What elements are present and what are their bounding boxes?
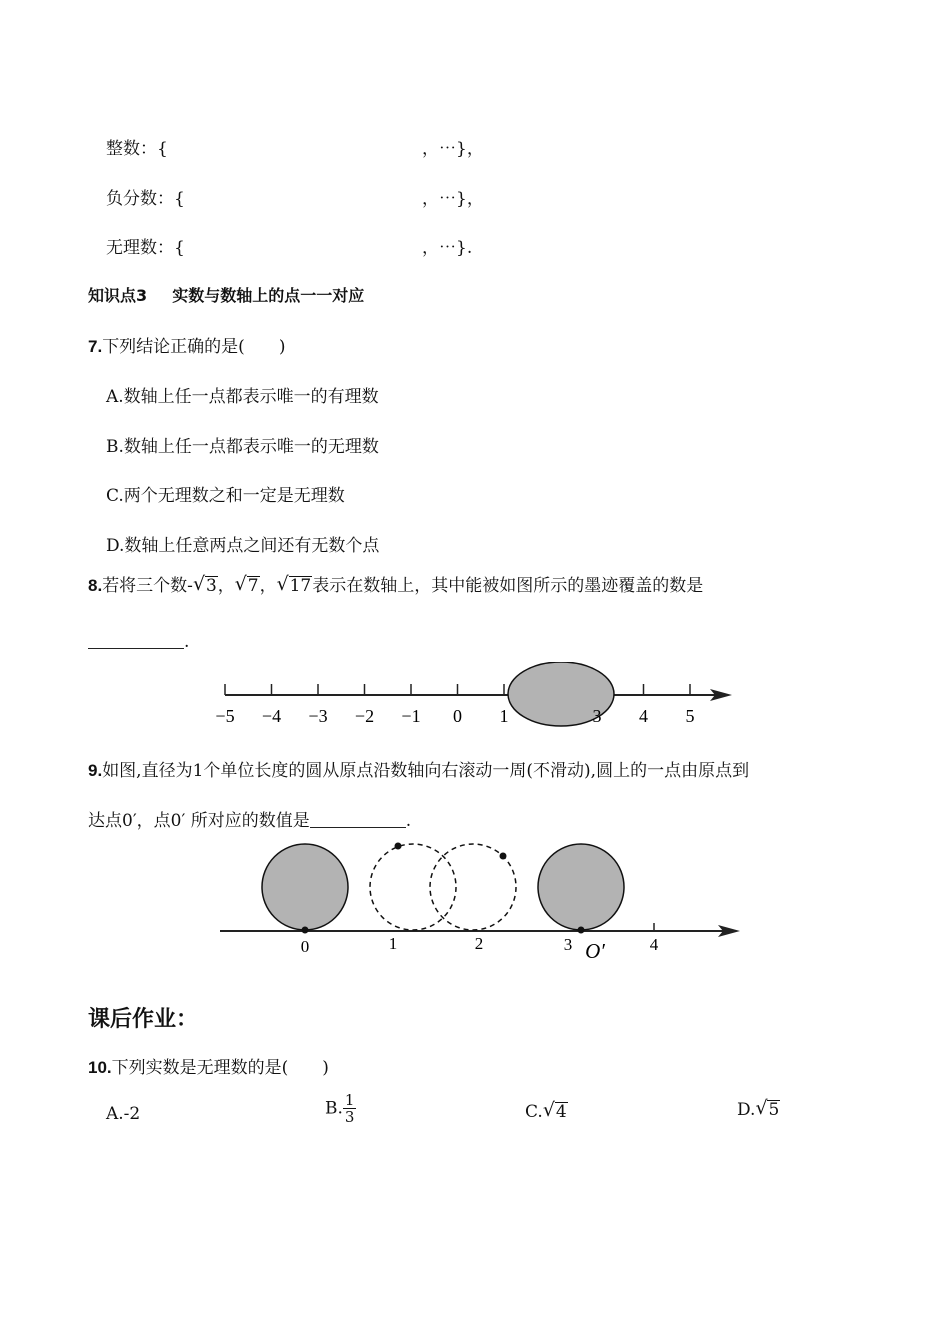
option-a: A.数轴上任一点都表示唯一的有理数 [106,387,379,407]
set-negative-fractions [106,184,506,209]
period: . [405,811,412,831]
question-number: 9. [88,761,103,780]
option-d: D.数轴上任意两点之间还有无数个点 [106,536,380,556]
label-o-prime: O′ [585,939,605,963]
option-10c [525,1099,568,1122]
sqrt-17: √ 17 [276,573,312,596]
set-label: 负分数：{ [106,189,185,209]
homework-heading: 课后作业： [88,1007,199,1032]
number-line-1 [205,662,745,732]
question-stem-b: 表示在数轴上，其中能被如图所示的墨迹覆盖的数是 [312,576,704,596]
tick-label: 4 [639,706,648,726]
separator: ， [259,576,277,596]
question-8 [88,571,703,596]
label-3: 3 [563,935,573,954]
tick-label: −3 [308,706,328,726]
option-prefix: B. [325,1098,343,1119]
set-tail: ，⋯}， [422,139,484,159]
rolling-point-2 [500,853,507,860]
tick-label: 5 [685,706,695,726]
label-1: 1 [388,934,398,953]
rolling-point-1 [395,843,402,850]
label-0: 0 [300,937,310,956]
period: . [184,632,190,652]
tick-label: −5 [215,706,235,726]
question-stem-line1: 如图,直径为1个单位长度的圆从原点沿数轴向右滚动一周(不滑动),圆上的一点由原点到 [102,761,750,781]
end-circle [538,844,624,930]
sqrt-7: √ 7 [234,573,259,596]
question-stem-line2: 达点0′，点0′ 所对应的数值是 [88,811,310,831]
tick-label: −4 [261,706,282,726]
question-stem: 下列结论正确的是( ) [102,337,286,357]
option-10a: A.-2 [106,1104,141,1124]
question-9-line2 [88,806,411,831]
set-label: 整数：{ [106,139,168,159]
start-circle [262,844,348,930]
answer-blank-9[interactable] [310,811,406,828]
answer-blank-8[interactable] [88,632,189,652]
label-4: 4 [649,935,659,954]
section-number: 知识点3 [88,286,148,305]
option-b: B.数轴上任一点都表示唯一的无理数 [106,437,379,457]
set-tail: ，⋯}. [422,238,473,258]
option-prefix: D. [737,1100,756,1120]
question-number: 7. [88,337,103,356]
question-9 [88,756,749,781]
question-number: 8. [88,576,103,595]
option-c: C.两个无理数之和一定是无理数 [106,486,345,506]
question-10 [88,1053,329,1078]
set-label: 无理数：{ [106,238,185,258]
tick-label: −2 [354,706,375,726]
section-heading-3 [88,283,364,306]
tick-label: 0 [453,706,462,726]
question-stem: 下列实数是无理数的是( ) [111,1058,329,1078]
blank-line[interactable] [88,632,184,649]
option-prefix: C. [525,1102,543,1122]
option-10d [737,1097,780,1120]
tick-label: −1 [401,706,421,726]
question-number: 10. [88,1058,112,1077]
fraction-one-third: $\frac{1}{3}$ [344,1091,355,1126]
tick-label: 1 [499,706,509,726]
origin-point [302,927,309,934]
end-point [578,927,585,934]
set-tail: ，⋯}， [422,189,484,209]
sqrt-5: √ 5 [755,1097,780,1120]
question-stem-a: 若将三个数- [102,576,193,596]
tick-label: 3 [592,706,602,726]
rolling-circle-diagram [215,838,745,963]
separator: ， [217,576,235,596]
sqrt-3: √ 3 [192,573,217,596]
section-title: 实数与数轴上的点一一对应 [172,286,365,305]
option-10b [325,1092,356,1125]
sqrt-4: √ 4 [542,1099,567,1122]
question-7 [88,332,285,357]
label-2: 2 [474,934,484,953]
set-irrationals [106,233,506,258]
set-integers [106,134,506,159]
